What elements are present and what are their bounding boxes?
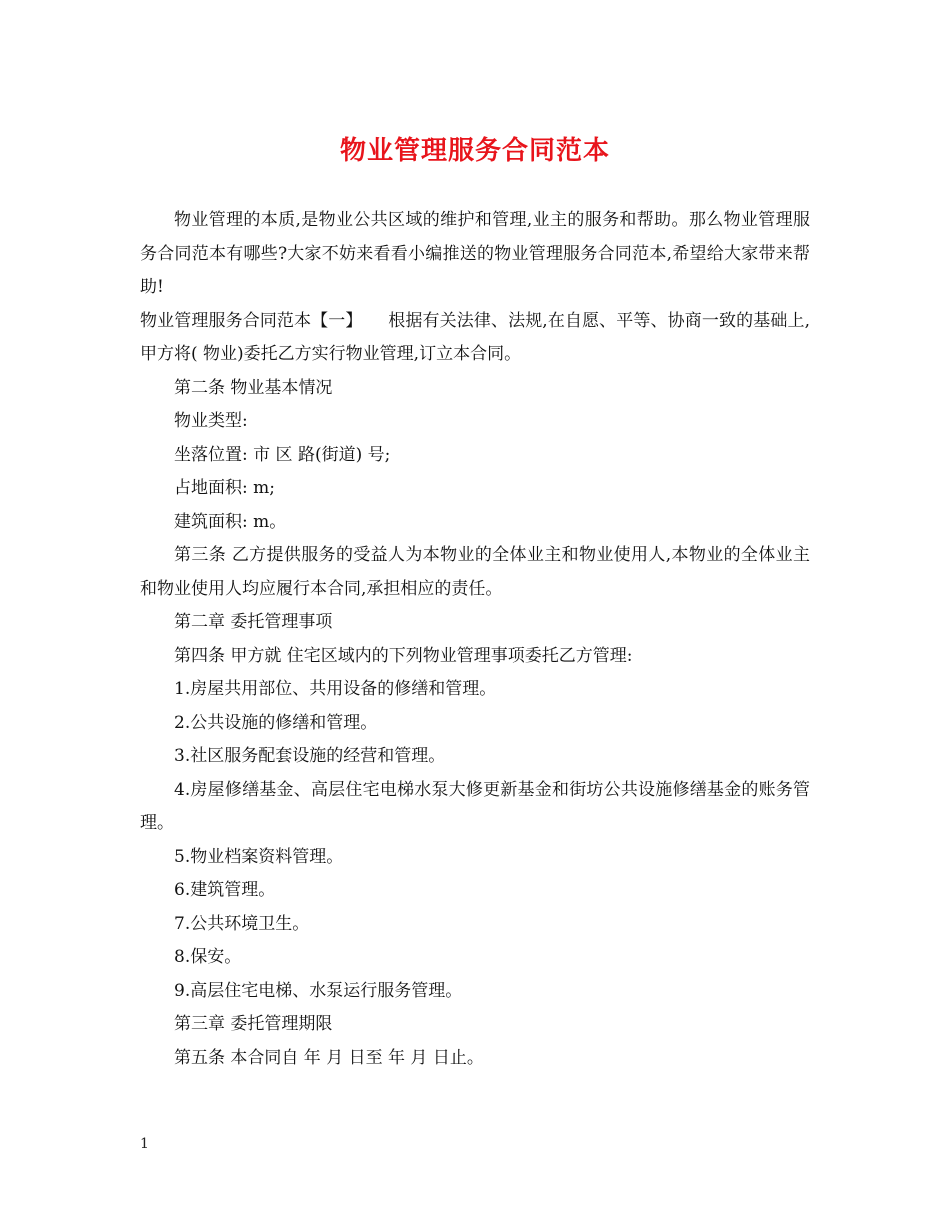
list-item: 8.保安。: [174, 947, 242, 967]
paragraph: 第三章 委托管理期限: [174, 1014, 333, 1034]
list-item: 6.建筑管理。: [174, 880, 276, 900]
list-item: 9.高层住宅电梯、水泵运行服务管理。: [174, 980, 463, 1001]
list-item: 4.房屋修缮基金、高层住宅电梯水泵大修更新基金和街坊公共设施修缮基金的账务管理。: [140, 779, 810, 833]
list-item: 2.公共设施的修缮和管理。: [174, 712, 378, 733]
paragraph: 物业管理的本质,是物业公共区域的维护和管理,业主的服务和帮助。那么物业管理服务合同范本有哪些?大家不妨来看看小编推送的物业管理服务合同范本,希望给大家带来帮助!: [140, 210, 810, 297]
paragraph: 第三条 乙方提供服务的受益人为本物业的全体业主和物业使用人,本物业的全体业主和物业使用人均应履行本合同,承担相应的责任。: [140, 545, 810, 599]
paragraph: 第五条 本合同自 年 月 日至 年 月 日止。: [174, 1047, 484, 1068]
list-item: 1.房屋共用部位、共用设备的修缮和管理。: [174, 679, 497, 699]
paragraph: 第二条 物业基本情况: [174, 377, 333, 398]
list-item: 3.社区服务配套设施的经营和管理。: [174, 746, 446, 766]
paragraph: 第四条 甲方就 住宅区域内的下列物业管理事项委托乙方管理:: [174, 645, 633, 666]
paragraph: 物业管理服务合同范本【一】 根据有关法律、法规,在自愿、平等、协商一致的基础上,甲方将( 物业)委托乙方实行物业管理,订立本合同。: [140, 310, 810, 364]
paragraph: 坐落位置: 市 区 路(街道) 号;: [174, 444, 391, 465]
page-number: 1: [140, 1136, 149, 1152]
list-item: 5.物业档案资料管理。: [174, 846, 344, 867]
paragraph: 物业类型:: [174, 411, 248, 431]
paragraph: 占地面积: m;: [174, 478, 275, 498]
paragraph: 第二章 委托管理事项: [174, 612, 333, 632]
document-body: [140, 204, 810, 1075]
paragraph: 建筑面积: m。: [174, 511, 287, 532]
list-item: 7.公共环境卫生。: [174, 913, 310, 934]
document-title: 物业管理服务合同范本: [339, 136, 610, 166]
